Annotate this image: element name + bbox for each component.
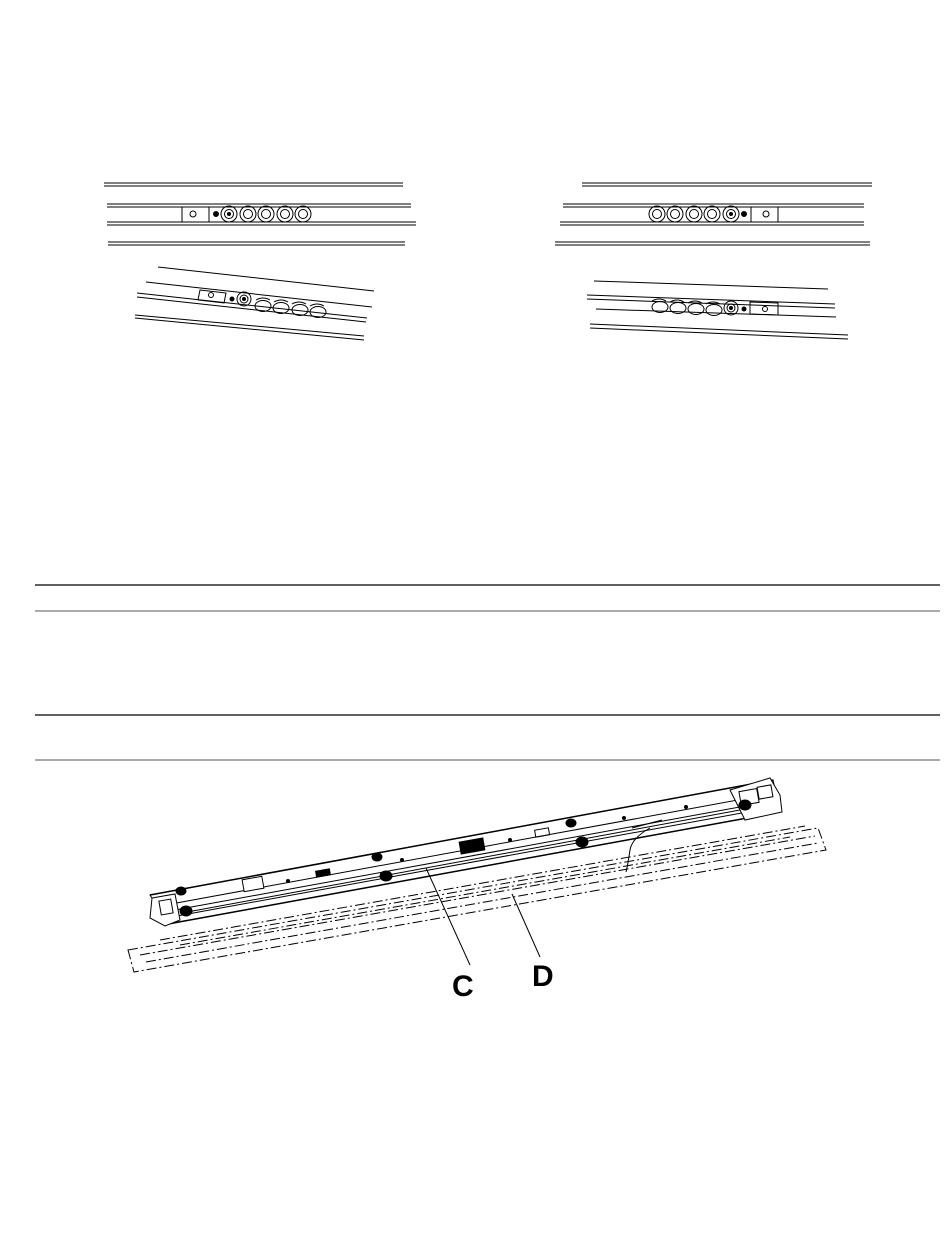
leader-c [426,868,470,965]
roller-row-top-left [221,206,311,222]
section-rules [35,585,940,760]
callout-d: D [532,960,554,993]
leader-d [512,894,540,957]
roller-rail-figure-top [104,183,872,340]
rail-top-left [104,183,416,245]
upper-rail [150,778,782,926]
callout-c: C [452,970,474,1003]
rail-tilted-right [587,281,848,339]
rail-tilted-left [135,267,374,340]
rail-top-right [555,183,872,245]
roller-row-top-right [649,206,739,222]
rail-assembly-figure [128,778,826,972]
